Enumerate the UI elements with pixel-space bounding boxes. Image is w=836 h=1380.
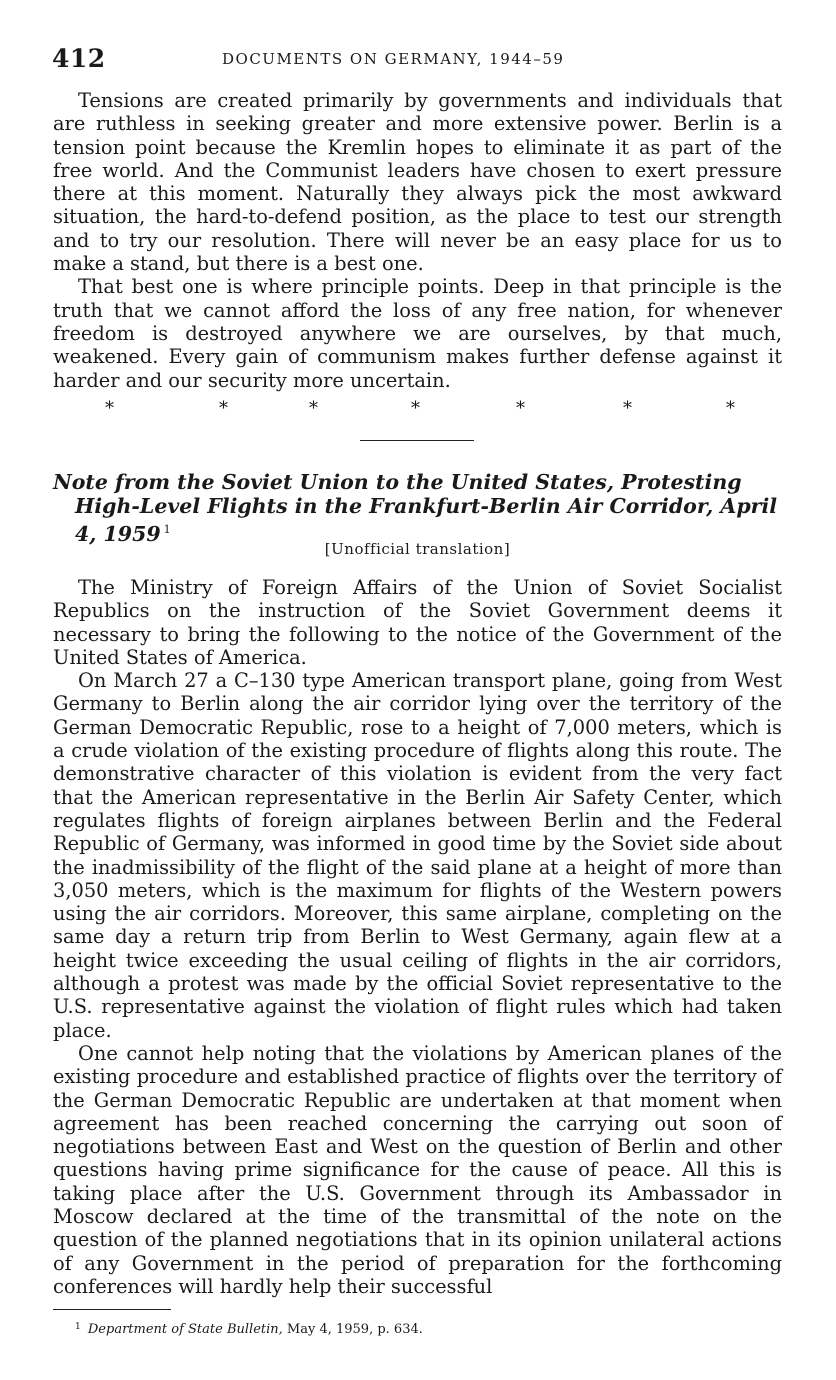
paragraph: The Ministry of Foreign Affairs of the Union of Soviet Socialist Republics on the instruction of the Soviet Government deems it necessary to bring the following to the notice of the Government of the United States of America. bbox=[53, 576, 782, 669]
paragraph: Tensions are created primarily by governments and individuals that are ruthless in seeking greater and more extensive power. Berlin is a tension point because the Kremlin hopes to eliminate it as part of the free world. And the Communist leaders have chosen to exert pressure there at this moment. Naturally they always pick the most awkward situation, the hard-to-defend position, as the place to test our strength and to try our resolution. There will never be an easy place for us to make a stand, but there is a best one. bbox=[53, 89, 782, 276]
document-subtitle: [Unofficial translation] bbox=[324, 540, 511, 558]
document-title-block bbox=[53, 471, 782, 547]
footnote-details: May 4, 1959, p. 634. bbox=[286, 1322, 423, 1337]
document-body bbox=[53, 576, 782, 1298]
paragraph: One cannot help noting that the violations by American planes of the existing procedure and established practice of flights over the territory of the German Democratic Republic are undertaken at that moment when agreement has been reached concerning the carrying out soon of negotiations between East and West on the question of Berlin and other questions having prime significance for the cause of peace. All this is taking place after the U.S. Government through its Ambassador in Moscow declared at the time of the transmittal of the note on the question of the planned negotiations that in its opinion unilateral actions of any Government in the period of preparation for the forthcoming conferences will hardly help their successful bbox=[53, 1041, 782, 1298]
footnote-number: 1 bbox=[75, 1322, 81, 1332]
running-head: DOCUMENTS ON GERMANY, 1944–59 bbox=[222, 50, 565, 68]
asterisk: * bbox=[516, 398, 525, 419]
footnote-source: Department of State Bulletin, bbox=[87, 1322, 283, 1337]
asterisk: * bbox=[623, 398, 632, 419]
page-header bbox=[52, 44, 792, 74]
footnote-divider bbox=[53, 1309, 171, 1310]
asterisk: * bbox=[726, 398, 735, 419]
asterisk: * bbox=[219, 398, 228, 419]
paragraph: That best one is where principle points. Deep in that principle is the truth that we cannot afford the loss of any free nation, for whenever freedom is destroyed anywhere we are ourselves, by that much, weakened. Every gain of communism makes further defense against it harder and our security more uncertain. bbox=[53, 275, 782, 392]
section-divider bbox=[360, 440, 474, 441]
paragraph: On March 27 a C–130 type American transport plane, going from West Germany to Berlin along the air corridor lying over the territory of the German Democratic Republic, rose to a height of 7,000 meters, which is a crude violation of the existing procedure of flights along this route. The demonstrative character of this violation is evident from the very fact that the American representative in the Berlin Air Safety Center, which regulates flights of foreign airplanes between Berlin and the Federal Republic of Germany, was informed in good time by the Soviet side about the inadmissibility of the flight of the said plane at a height of more than 3,050 meters, which is the maximum for flights of the Western powers using the air corridors. Moreover, this same airplane, completing on the same day a return trip from Berlin to West Germany, again flew at a height twice exceeding the usual ceiling of flights in the air corridors, although a protest was made by the official Soviet representative to the U.S. representative against the violation of flight rules which had taken place. bbox=[53, 669, 782, 1042]
asterisk: * bbox=[411, 398, 420, 419]
continued-text bbox=[53, 89, 782, 392]
footnote bbox=[75, 1322, 423, 1337]
section-break-stars bbox=[53, 398, 782, 418]
footnote-reference[interactable]: 1 bbox=[163, 523, 171, 537]
asterisk: * bbox=[309, 398, 318, 419]
page-number: 412 bbox=[52, 44, 106, 73]
document-title: Note from the Soviet Union to the United States, Protesting High-Level Flights in the Frankfurt-Berlin Air Corridor, April 4, 1959 bbox=[53, 470, 778, 547]
asterisk: * bbox=[105, 398, 114, 419]
